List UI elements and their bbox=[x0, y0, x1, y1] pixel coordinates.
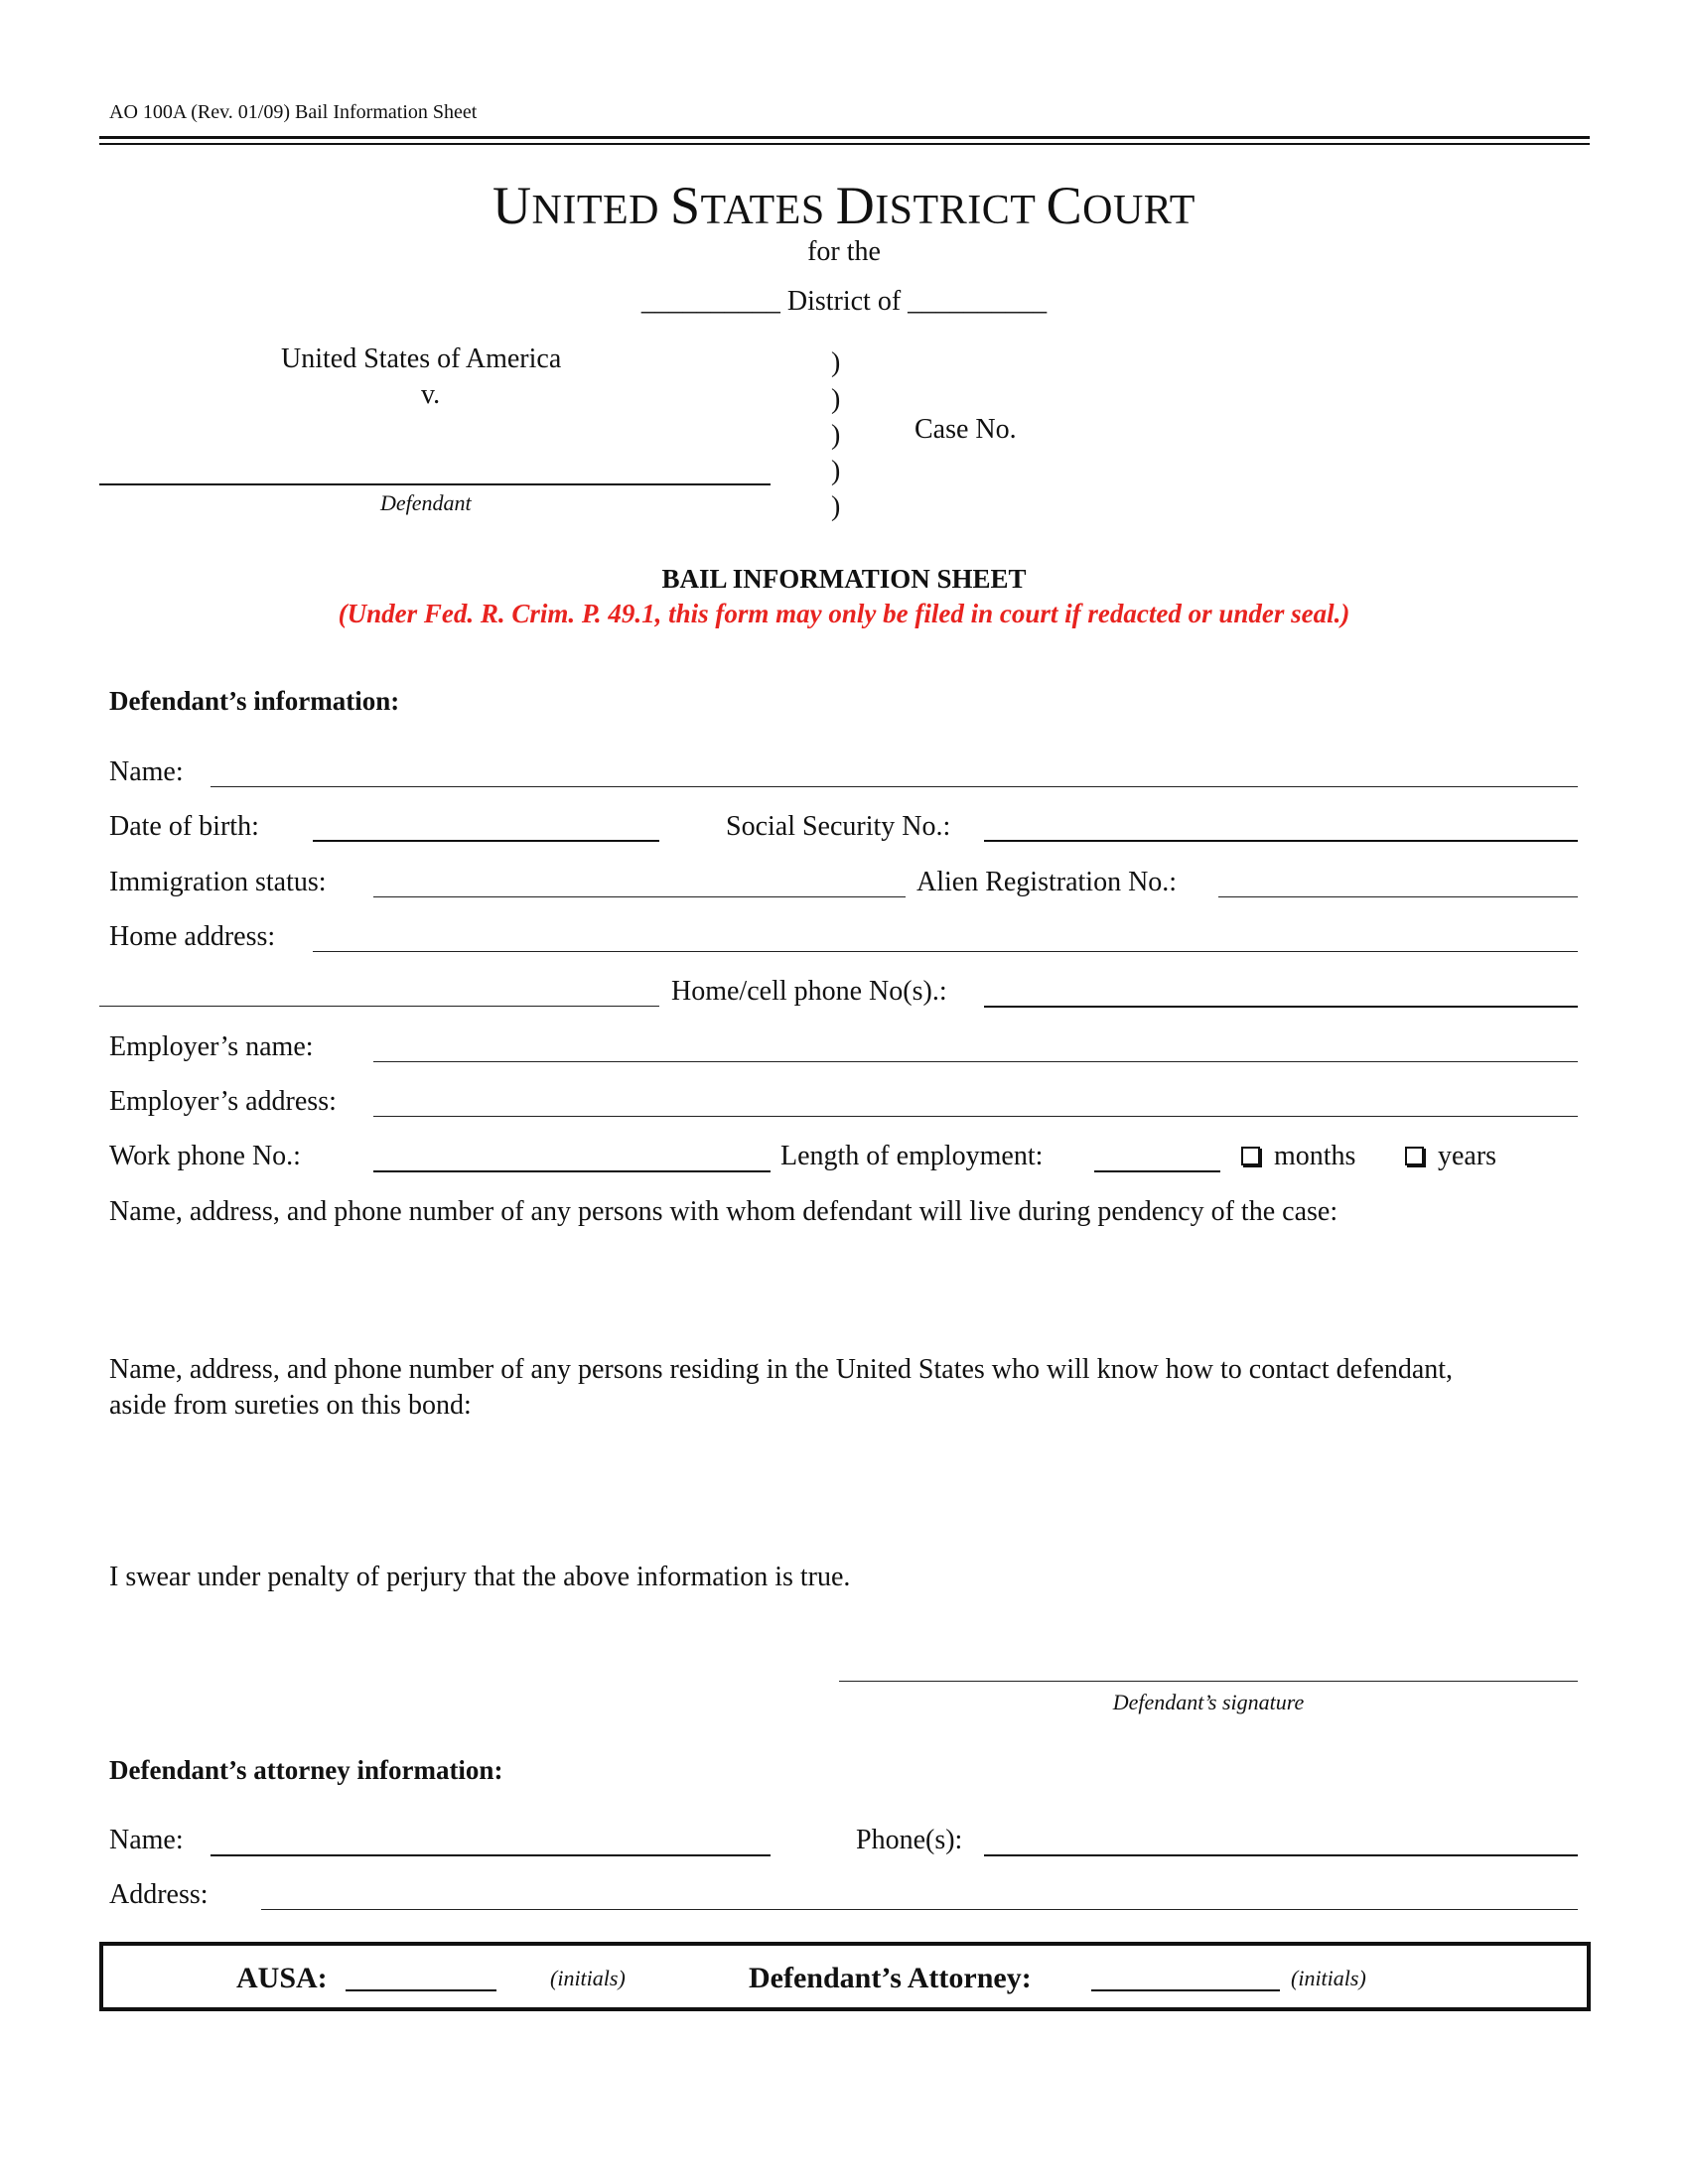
attorney-phone-field[interactable] bbox=[984, 1854, 1578, 1856]
home-address-field-line2[interactable] bbox=[99, 1006, 659, 1007]
versus-text: v. bbox=[421, 379, 441, 410]
oath-text: I swear under penalty of perjury that the above information is true. bbox=[109, 1562, 851, 1592]
defendant-signature-label: Defendant’s signature bbox=[1112, 1690, 1305, 1714]
ausa-initials-label: (initials) bbox=[550, 1966, 626, 1990]
case-no-label: Case No. bbox=[914, 414, 1017, 445]
form-notice: (Under Fed. R. Crim. P. 49.1, this form may only be filed in court if redacted or under seal.) bbox=[338, 599, 1350, 628]
def-attorney-initials-field[interactable] bbox=[1091, 1989, 1280, 1991]
defendant-info-heading: Defendant’s information: bbox=[109, 686, 400, 716]
attorney-name-label: Name: bbox=[109, 1825, 184, 1855]
name-label: Name: bbox=[109, 756, 184, 787]
header-rule-bottom bbox=[99, 143, 1590, 145]
caption-paren: ) bbox=[831, 420, 841, 451]
form-title: BAIL INFORMATION SHEET bbox=[661, 564, 1027, 594]
work-phone-label: Work phone No.: bbox=[109, 1141, 301, 1171]
immigration-label: Immigration status: bbox=[109, 867, 327, 897]
attorney-info-heading: Defendant’s attorney information: bbox=[109, 1755, 503, 1785]
ssn-label: Social Security No.: bbox=[726, 811, 951, 842]
plaintiff-name: United States of America bbox=[281, 343, 562, 374]
attorney-phone-label: Phone(s): bbox=[856, 1825, 963, 1855]
ssn-field[interactable] bbox=[984, 840, 1578, 842]
ausa-label: AUSA: bbox=[236, 1962, 328, 1994]
contact-label-line2: aside from sureties on this bond: bbox=[109, 1390, 472, 1421]
for-the-text: for the bbox=[807, 236, 881, 267]
district-blank-right[interactable]: __________ bbox=[908, 286, 1048, 317]
length-employment-field[interactable] bbox=[1094, 1170, 1220, 1172]
defendant-caption-label: Defendant bbox=[380, 490, 472, 515]
dob-field[interactable] bbox=[313, 840, 659, 842]
court-title: UNITED STATES DISTRICT COURT bbox=[492, 176, 1196, 235]
contact-area[interactable] bbox=[109, 1430, 1579, 1539]
attorney-address-field[interactable] bbox=[261, 1909, 1578, 1910]
phone-field[interactable] bbox=[984, 1006, 1578, 1008]
def-attorney-label: Defendant’s Attorney: bbox=[749, 1962, 1032, 1994]
district-line: __________ District of __________ bbox=[640, 286, 1048, 317]
alien-reg-label: Alien Registration No.: bbox=[916, 867, 1178, 897]
home-address-field[interactable] bbox=[313, 951, 1578, 952]
years-checkbox[interactable] bbox=[1405, 1147, 1424, 1165]
header-rule-top bbox=[99, 136, 1590, 139]
ausa-initials-field[interactable] bbox=[346, 1989, 496, 1991]
phone-label: Home/cell phone No(s).: bbox=[671, 976, 947, 1007]
employer-address-field[interactable] bbox=[373, 1116, 1578, 1117]
employer-name-field[interactable] bbox=[373, 1061, 1578, 1062]
name-field[interactable] bbox=[211, 786, 1578, 787]
live-with-label: Name, address, and phone number of any persons with whom defendant will live during pendency of the case: bbox=[109, 1196, 1338, 1227]
months-option[interactable]: months bbox=[1241, 1143, 1355, 1170]
caption-paren: ) bbox=[831, 384, 841, 415]
initials-box bbox=[99, 1942, 1591, 2011]
length-employment-label: Length of employment: bbox=[780, 1141, 1044, 1171]
employer-name-label: Employer’s name: bbox=[109, 1031, 314, 1062]
defendant-signature-line[interactable] bbox=[839, 1681, 1578, 1682]
years-option[interactable]: years bbox=[1405, 1143, 1496, 1170]
defendant-name-line[interactable] bbox=[99, 483, 771, 485]
dob-label: Date of birth: bbox=[109, 811, 259, 842]
alien-reg-field[interactable] bbox=[1218, 896, 1578, 897]
caption-paren: ) bbox=[831, 347, 841, 378]
live-with-area[interactable] bbox=[109, 1236, 1579, 1335]
immigration-field[interactable] bbox=[373, 896, 906, 897]
attorney-address-label: Address: bbox=[109, 1879, 209, 1910]
employer-address-label: Employer’s address: bbox=[109, 1086, 337, 1117]
caption-paren: ) bbox=[831, 491, 841, 522]
caption-paren: ) bbox=[831, 456, 841, 486]
months-checkbox[interactable] bbox=[1241, 1147, 1260, 1165]
contact-label-line1: Name, address, and phone number of any persons residing in the United States who will know how to contact defendant, bbox=[109, 1354, 1454, 1385]
attorney-name-field[interactable] bbox=[211, 1854, 771, 1856]
form-code: AO 100A (Rev. 01/09) Bail Information Sheet bbox=[109, 101, 478, 123]
home-address-label: Home address: bbox=[109, 921, 276, 952]
def-attorney-initials-label: (initials) bbox=[1291, 1966, 1366, 1990]
work-phone-field[interactable] bbox=[373, 1170, 771, 1172]
district-blank-left[interactable]: __________ bbox=[640, 286, 780, 317]
